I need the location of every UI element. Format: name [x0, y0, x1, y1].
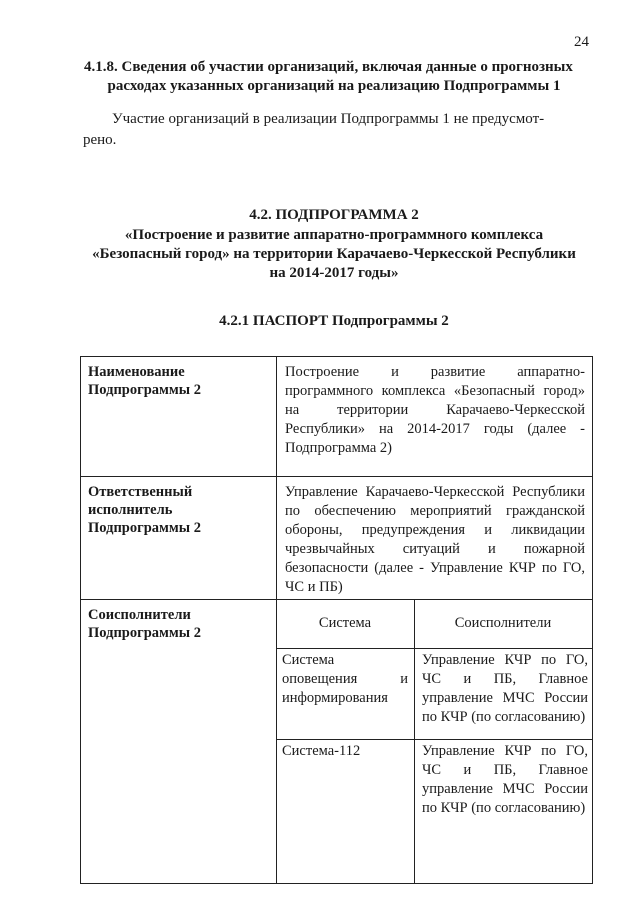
subtable-row	[276, 648, 592, 740]
body-paragraph-line2: рено.	[83, 132, 117, 148]
coexecutors-subtable	[276, 600, 592, 883]
page-number: 24	[574, 34, 589, 50]
subprogram-title-line3: «Безопасный город» на территории Карачаево-Черкесской Республики	[92, 246, 576, 262]
table-row	[81, 357, 592, 477]
subtable-coexecutors: Управление КЧР по ГО, ЧС и ПБ, Главное управление МЧС России по КЧР (по согласованию)	[422, 743, 588, 816]
row-value: Построение и развитие аппаратно-программного комплекса «Безопасный город» на территории Карачаево-Черкесской Республики» на 2014-2017 годы (далее - Подпрограмма 2)	[285, 364, 585, 456]
subtable-row	[276, 739, 592, 883]
row-label: Наименование Подпрограммы 2	[88, 364, 201, 398]
subtable-coexecutors: Управление КЧР по ГО, ЧС и ПБ, Главное управление МЧС России по КЧР (по согласованию)	[422, 652, 588, 725]
table-row	[81, 477, 592, 600]
section-heading-line1: 4.1.8. Сведения об участии организаций, включая данные о прогнозных	[84, 59, 573, 75]
subprogram-title-line1: 4.2. ПОДПРОГРАММА 2	[249, 207, 419, 223]
subtable-system: Система-112	[282, 743, 361, 759]
row-label: Ответственный исполнитель Подпрограммы 2	[88, 484, 201, 536]
subtable-system: Система оповещения и информирования	[282, 652, 408, 706]
section-heading	[84, 58, 584, 96]
section-heading-line2: расходах указанных организаций на реализацию Подпрограммы 1	[107, 78, 561, 94]
subprogram-title	[84, 206, 584, 283]
subtable-header	[276, 600, 592, 649]
body-paragraph-line1: Участие организаций в реализации Подпрограммы 1 не предусмот-	[112, 111, 545, 127]
subprogram-title-line2: «Построение и развитие аппаратно-программного комплекса	[124, 227, 544, 243]
subprogram-title-line4: на 2014-2017 годы»	[269, 265, 399, 281]
body-paragraph	[83, 109, 590, 151]
row-value: Управление Карачаево-Черкесской Республики по обеспечению мероприятий гражданской обороны, предупреждения и ликвидации чрезвычайных ситуаций и пожарной безопасности (далее - Управление КЧР по ГО, ЧС и ПБ)	[285, 484, 585, 595]
row-label: Соисполнители Подпрограммы 2	[88, 607, 201, 641]
table-row	[81, 600, 592, 883]
subtable-header-system: Система	[318, 615, 372, 631]
passport-title: 4.2.1 ПАСПОРТ Подпрограммы 2	[219, 313, 449, 329]
passport-table	[80, 356, 593, 884]
subtable-header-coexecutors: Соисполнители	[454, 615, 552, 631]
